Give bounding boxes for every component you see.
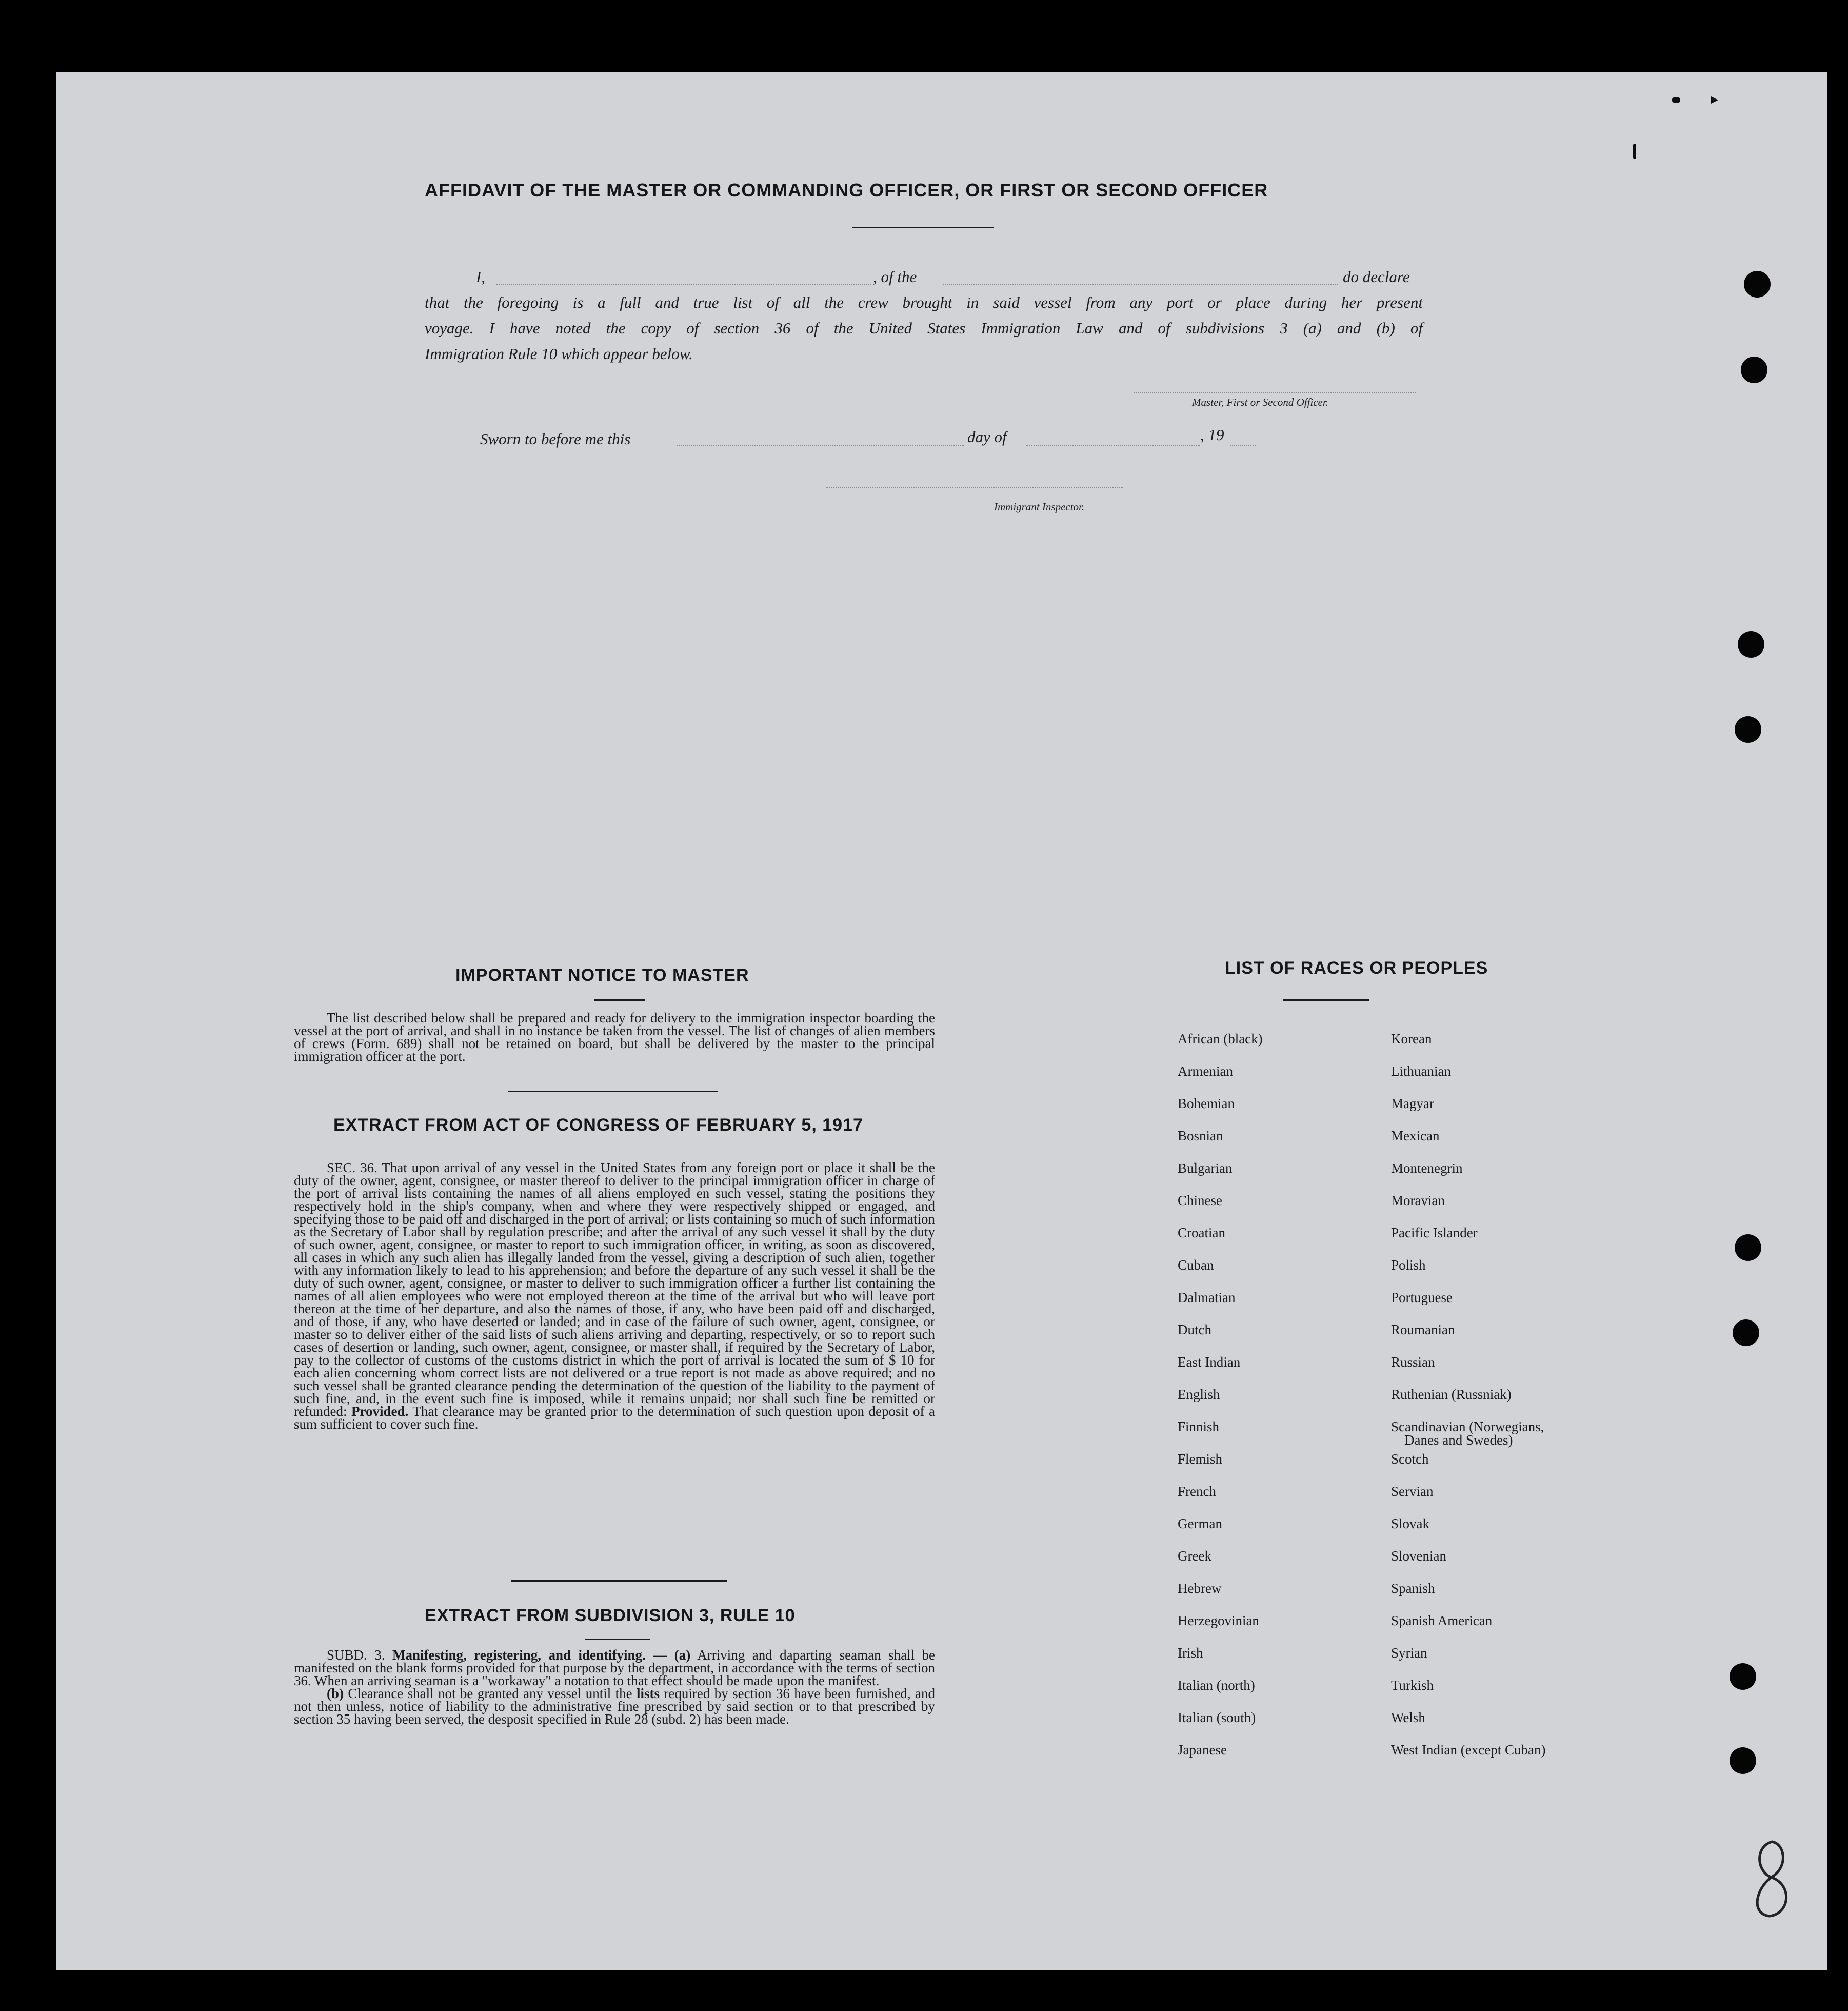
race-item: Montenegrin — [1391, 1160, 1463, 1176]
affidavit-line-3: voyage. I have noted the copy of section 36 of the United States Immigration Law and of subdivisions 3 (a) and (b) of — [425, 319, 1423, 337]
race-item: Bosnian — [1178, 1128, 1223, 1143]
race-item: French — [1178, 1484, 1216, 1499]
rule-title-underline — [585, 1639, 650, 1640]
punch-hole — [1735, 1234, 1761, 1261]
race-item: Magyar — [1391, 1096, 1434, 1111]
affidavit-line-1 — [425, 268, 1423, 288]
affidavit-line-2: that the foregoing is a full and true list of all the crew brought in said vessel from any port or place during her present — [425, 293, 1423, 311]
race-item: Scandinavian (Norwegians, — [1391, 1419, 1544, 1434]
rule-title: EXTRACT FROM SUBDIVISION 3, RULE 10 — [425, 1606, 796, 1625]
scan-mark — [1672, 97, 1680, 103]
act-section-36: SEC. 36. That upon arrival of any vessel in the United States from any foreign port or place it shall be the duty of the owner, agent, consignee, or master thereof to deliver to the principal immigration officer in charge of the port of arrival lists containing the names of all aliens employed en such vessel, stating the positions they respectively hold in the ship's company, when and where they were respectively shipped or engaged, and specifying those to be paid off and discharged in the port of arrival; or lists containing so much of such information as the Secretary of Labor shall by regulation prescribe; and after the arrival of any such vessel it shall by the duty of such owner, agent, consignee, or master to report to such immigration officer, in writing, as soon as discovered, all cases in which any such alien has illegally landed from the vessel, giving a description of such alien, together with any information likely to lead to his apprehension; and before the departure of any such vessel it shall be the duty of such owner, agent, consignee, or master to deliver to such immigration officer a further list containing the names of all alien employees who were not employed thereon at the time of the arrival but who will leave port thereon at the time of her departure, and also the names of those, if any, who have been paid off and discharged, and of those, if any, who have deserted or landed; and in case of the failure of such owner, agent, consignee, or master so to deliver either of the said lists of such aliens arriving and departing, respectively, or so to report such cases of desertion or landing, such owner, agent, consignee, or master shall, if required by the Secretary of Labor, pay to the collector of customs of the customs district in which the port of arrival is located the sum of $ 10 for each alien concerning whom correct lists are not delivered or a true report is not made as above required; and no such vessel shall be granted clearance pending the determination of the question of the liability to the payment of such fine, and, in the event such fine is imposed, while it remains unpaid; nor shall such fine be remitted or refunded: — [294, 1160, 935, 1419]
race-item: Dutch — [1178, 1322, 1211, 1337]
races-right-column — [1391, 1031, 1699, 1801]
sworn-label: Sworn to before me this — [480, 430, 631, 448]
notice-divider — [508, 1091, 718, 1092]
race-item: Portuguese — [1391, 1290, 1453, 1305]
race-item: Lithuanian — [1391, 1063, 1451, 1079]
day-of-label: day of — [967, 428, 1007, 446]
race-item: Mexican — [1391, 1128, 1440, 1143]
act-title: EXTRACT FROM ACT OF CONGRESS OF FEBRUARY 5, 1917 — [333, 1115, 863, 1135]
title-underline — [852, 227, 994, 228]
scan-mark — [1633, 144, 1636, 159]
race-item: Hebrew — [1178, 1581, 1222, 1596]
inspector-signature-line — [826, 487, 1123, 488]
notice-text — [294, 1012, 935, 1063]
races-left-column — [1178, 1031, 1373, 1801]
subd-label: SUBD. 3. — [327, 1647, 385, 1663]
do-declare-label: do declare — [1343, 268, 1410, 286]
master-signature-line — [1134, 392, 1416, 393]
race-item: Croatian — [1178, 1225, 1225, 1240]
name-field-line — [496, 284, 871, 285]
affidavit-line-4: Immigration Rule 10 which appear below. — [425, 345, 693, 363]
race-item: Korean — [1391, 1031, 1432, 1047]
subd-b-label: (b) — [327, 1686, 344, 1701]
punch-hole — [1741, 357, 1767, 383]
master-caption: Master, First or Second Officer. — [1192, 396, 1328, 408]
race-item: Russian — [1391, 1354, 1435, 1370]
subd-b-text-1: Clearance shall not be granted any vessel until the — [348, 1686, 632, 1701]
act-proviso: Provided. — [351, 1404, 409, 1419]
inspector-caption: Immigrant Inspector. — [994, 501, 1085, 513]
race-item: Polish — [1391, 1257, 1426, 1273]
race-item: Italian (north) — [1178, 1678, 1255, 1693]
i-label: I, — [476, 268, 486, 286]
race-item: African (black) — [1178, 1031, 1263, 1047]
race-item: German — [1178, 1516, 1222, 1531]
race-item: Finnish — [1178, 1419, 1220, 1434]
race-item: Pacific Islander — [1391, 1225, 1478, 1240]
race-item: Greek — [1178, 1548, 1211, 1564]
race-item: Bohemian — [1178, 1096, 1235, 1111]
subd-heading: Manifesting, registering, and identifying. — [392, 1647, 646, 1663]
notice-title-underline — [594, 999, 645, 1001]
notice-paragraph: The list described below shall be prepared and ready for delivery to the immigration inspector boarding the vessel at the port of arrival, and shall in no instance be taken from the vessel. The list of changes of alien members of crews (Form. 689) shall not be retained on board, but shall be delivered by the master to the principal immigration officer at the port. — [294, 1010, 935, 1064]
race-item: Flemish — [1178, 1451, 1223, 1467]
race-item-continuation: Danes and Swedes) — [1404, 1432, 1513, 1448]
subd-a-text: Arriving and daparting seaman shall be manifested on the blank forms provided for that purpose by the department, in accordance with the terms of section 36. When an arriving seaman is a "workaway" a notation to that effect should be made upon the manifest. — [294, 1647, 936, 1688]
affidavit-title: AFFIDAVIT OF THE MASTER OR COMMANDING OFFICER, OR FIRST OR SECOND OFFICER — [425, 180, 1268, 201]
race-item: Servian — [1391, 1484, 1434, 1499]
race-item: Welsh — [1391, 1710, 1425, 1725]
race-item: Armenian — [1178, 1063, 1233, 1079]
punch-hole — [1730, 1663, 1756, 1690]
handwritten-mark — [1744, 1837, 1800, 1924]
race-item: Cuban — [1178, 1257, 1214, 1273]
race-item: West Indian (except Cuban) — [1391, 1742, 1546, 1758]
document-page — [56, 72, 1827, 1970]
month-line — [1026, 445, 1200, 446]
act-section-36-end: That clearance may be granted prior to the determination of such question upon deposit of a sum sufficient to cover such fine. — [294, 1404, 936, 1432]
of-the-label: , of the — [873, 268, 917, 286]
races-title-underline — [1283, 999, 1369, 1001]
subd-b-text-2: required by section 36 have been furnished, and not then unless, notice of liability to the administrative fine prescribed by said section or to that prescribed by section 35 having been served, the desposit specified in Rule 28 (subd. 2) has been made. — [294, 1686, 936, 1727]
subd-a-label: — (a) — [653, 1647, 691, 1663]
punch-hole — [1738, 631, 1764, 658]
race-item: Irish — [1178, 1645, 1203, 1661]
punch-hole — [1744, 271, 1771, 298]
race-item: Turkish — [1391, 1678, 1434, 1693]
notice-title: IMPORTANT NOTICE TO MASTER — [455, 965, 749, 985]
punch-hole — [1733, 1319, 1759, 1346]
punch-hole — [1735, 716, 1761, 743]
race-item: Italian (south) — [1178, 1710, 1256, 1725]
race-item: Slovak — [1391, 1516, 1430, 1531]
punch-hole — [1730, 1747, 1756, 1774]
race-item: Bulgarian — [1178, 1160, 1233, 1176]
race-item: Roumanian — [1391, 1322, 1455, 1337]
race-item: Ruthenian (Russniak) — [1391, 1387, 1512, 1402]
subd-b-lists: lists — [637, 1686, 660, 1701]
race-item: Spanish American — [1391, 1613, 1493, 1628]
sworn-day-line — [677, 445, 964, 446]
year-label: , 19 — [1200, 426, 1224, 444]
year-line — [1230, 445, 1256, 446]
race-item: English — [1178, 1387, 1220, 1402]
act-text — [294, 1161, 935, 1431]
race-item: Herzegovinian — [1178, 1613, 1259, 1628]
race-item: Moravian — [1391, 1193, 1445, 1208]
races-title: LIST OF RACES OR PEOPLES — [1225, 958, 1488, 978]
race-item: Slovenian — [1391, 1548, 1446, 1564]
race-item: East Indian — [1178, 1354, 1241, 1370]
race-item: Spanish — [1391, 1581, 1435, 1596]
race-item: Syrian — [1391, 1645, 1427, 1661]
race-item: Chinese — [1178, 1193, 1222, 1208]
vessel-field-line — [943, 284, 1338, 285]
race-item: Japanese — [1178, 1742, 1227, 1758]
race-item: Scotch — [1391, 1451, 1429, 1467]
scan-mark — [1711, 96, 1718, 104]
rule-text — [294, 1649, 935, 1726]
act-divider — [511, 1580, 727, 1582]
race-item: Dalmatian — [1178, 1290, 1236, 1305]
